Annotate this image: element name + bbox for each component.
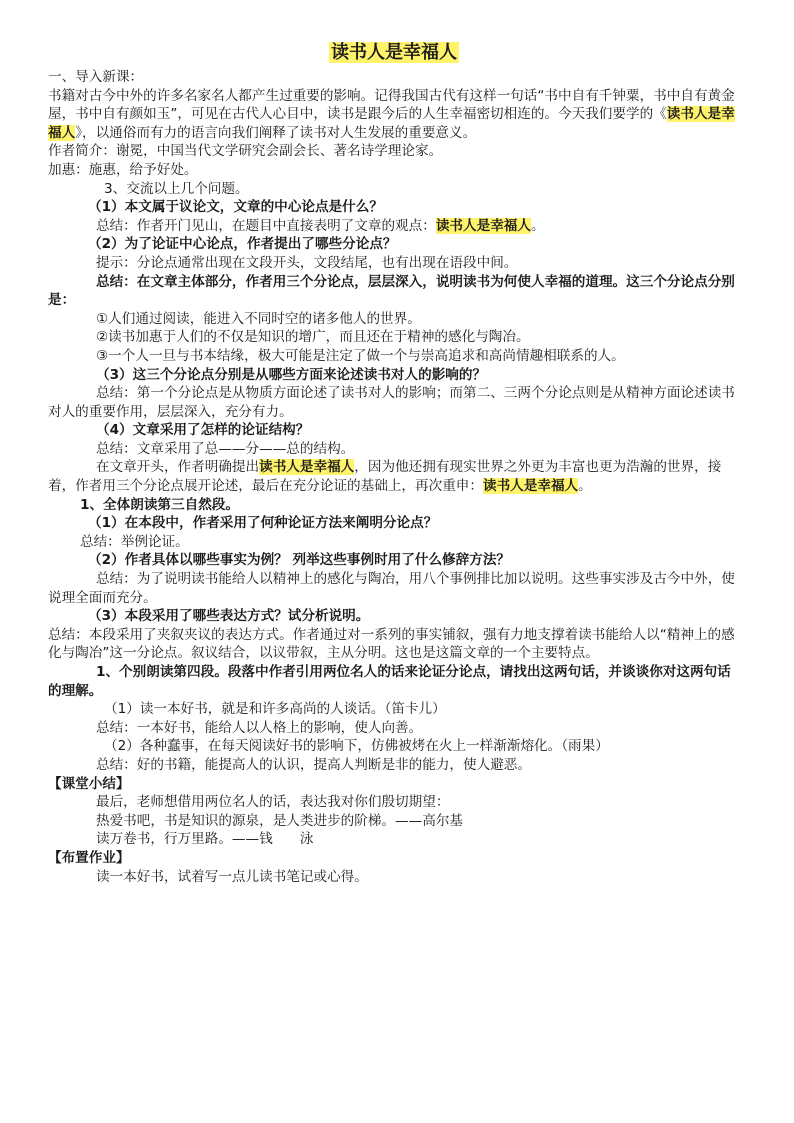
summary-heading: 【课堂小结】 [48,775,130,792]
structure-paragraph [48,458,740,495]
page-title [48,40,740,66]
document-page [48,40,740,886]
structure-text-1: 在文章开头，作者明确提出 [96,459,260,476]
section3-question-2: （2）作者具体以哪些事实为例？ 列举这些事例时用了什么修辞方法？ [88,552,511,569]
intro-text-1: 书籍对古今中外的许多名家名人都产生过重要的影响。记得我国古代有这样一句话“书中自有千钟粟，书中自有黄金屋，书中自有颜如玉”，可见在古代人心目中，读书是跟今后的人生幸福密切相连的。今天我们要学的《 [48,87,735,123]
answer-1-text: 总结：作者开门见山，在题目中直接表明了文章的观点： [96,217,436,234]
hint-text: 提示：分论点通常出现在文段开头，文段结尾，也有出现在语段中间。 [96,254,518,271]
section3-question-3: （3）本段采用了哪些表达方式？试分析说明。 [88,608,370,625]
summary-line-1: 最后，老师想借用两位名人的话，表达我对你们殷切期望： [96,794,450,811]
answer-1-end: 。 [531,217,545,234]
section3-answer-3: 总结：本段采用了夹叙夹议的表达方式。作者通过对一系列的事实铺叙，强有力地支撑着读书能给人以“精神上的感化与陶冶”这一分论点。叙议结合，以议带叙，主从分明。这也是这篇文章的一个主要特点。 [48,626,735,662]
question-3: （3）这三个分论点分别是从哪些方面来论述读书对人的影响的？ [96,366,487,383]
homework-text: 读一本好书，试着写一点儿读书笔记或心得。 [96,868,368,885]
sub-point-3: ③一个人一旦与书本结缘，极大可能是注定了做一个与崇高追求和高尚情趣相联系的人。 [96,347,625,364]
quote-2-answer: 总结：好的书籍，能提高人的认识，提高人判断是非的能力，使人避恶。 [96,756,531,773]
answer-1-highlight: 读书人是幸福人 [435,217,531,234]
answer-1 [48,217,740,236]
answer-4: 总结：文章采用了总——分——总的结构。 [96,440,355,457]
section3-question-1: （1）在本段中，作者采用了何种论证方法来阐明分论点？ [88,515,438,532]
intro-heading: 一、导入新课： [48,69,144,85]
sub-point-1: ①人们通过阅读，能进入不同时空的诸多他人的世界。 [96,310,421,327]
intro-paragraph [48,87,740,143]
read-section-3: 1、全体朗读第三自然段。 [80,496,239,513]
question-1: （1）本文属于议论文，文章的中心论点是什么？ [88,199,383,216]
question-2: （2）为了论证中心论点，作者提出了哪些分论点？ [88,236,397,253]
structure-text-2: ，因为他还拥有现实世界之外更为丰富也更为浩瀚的世界，接着，作者用三个分论点展开论述，最后在充分论证的基础上，再次重申： [48,459,722,495]
structure-end: 。 [578,478,592,495]
quote-1-answer: 总结：一本好书，能给人以人格上的影响，使人向善。 [96,719,423,736]
read-section-4: 1、个别朗读第四段。段落中作者引用两位名人的话来论证分论点，请找出这两句话，并谈谈你对这两句话的理解。 [48,664,731,699]
structure-highlight-1: 读书人是幸福人 [259,459,355,476]
author-intro: 作者简介：谢冕，中国当代文学研究会副会长、著名诗学理论家。 [48,143,443,160]
structure-highlight-2: 读书人是幸福人 [483,478,579,495]
intro-text-2: 》，以通俗而有力的语言向我们阐释了读书对人生发展的重要意义。 [75,124,477,141]
vocab-note: 加惠：施惠，给予好处。 [48,161,198,178]
quote-2: （2）各种蠢事，在每天阅读好书的影响下，仿佛被烤在火上一样渐渐熔化。（雨果） [104,738,609,755]
summary-line-3: 读万卷书，行万里路。——钱 泳 [96,831,314,848]
section3-answer-2: 总结：为了说明读书能给人以精神上的感化与陶冶，用八个事例排比加以说明。这些事实涉及古今中外，使说理全面而充分。 [48,571,735,606]
quote-1: （1）读一本好书，就是和许多高尚的人谈话。（笛卡儿） [104,701,446,718]
answer-3: 总结：第一个分论点是从物质方面论述了读书对人的影响；而第二、三两个分论点则是从精神方面论述读书对人的重要作用，层层深入，充分有力。 [48,385,735,420]
section3-answer-1: 总结：举例论证。 [80,533,189,550]
answer-2: 总结：在文章主体部分，作者用三个分论点，层层深入，说明读书为何使人幸福的道理。这三个分论点分别是： [48,273,735,309]
exchange-heading: 3、交流以上几个问题。 [104,180,249,197]
title-text: 读书人是幸福人 [331,42,457,63]
summary-line-2: 热爱书吧，书是知识的源泉，是人类进步的阶梯。——高尔基 [96,812,464,829]
homework-heading: 【布置作业】 [48,849,130,866]
intro-highlight: 读书人是幸福人 [48,106,735,141]
sub-point-2: ②读书加惠于人们的不仅是知识的增广，而且还在于精神的感化与陶冶。 [96,329,530,346]
question-4: （4）文章采用了怎样的论证结构？ [96,422,310,439]
